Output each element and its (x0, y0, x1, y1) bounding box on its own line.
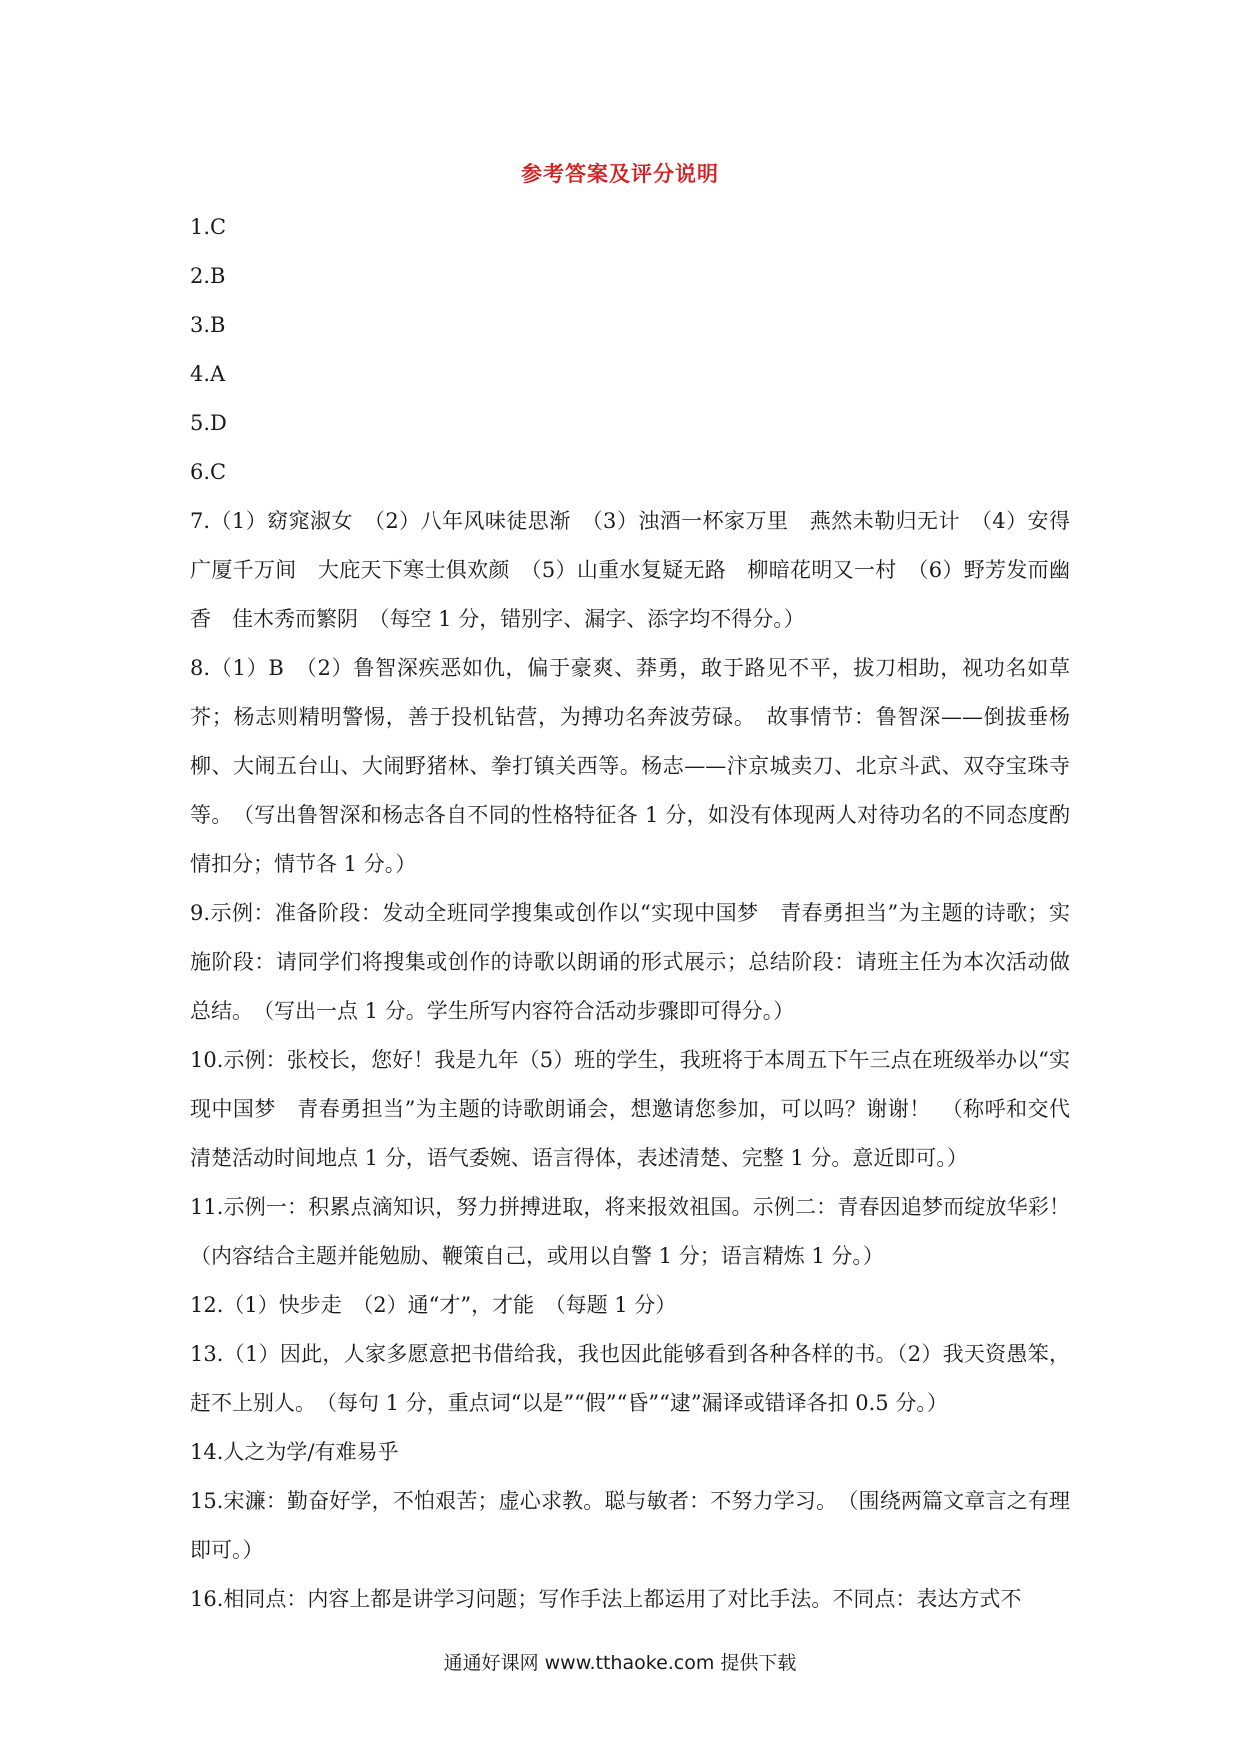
answer-item: 8.（1）B （2）鲁智深疾恶如仇，偏于豪爽、莽勇，敢于路见不平，拔刀相助，视功名如草芥；杨志则精明警惕，善于投机钻营，为搏功名奔波劳碌。 故事情节：鲁智深——倒拔垂杨柳、大闹五台山、大闹野猪林、拳打镇关西等。杨志——汴京城卖刀、北京斗武、双夺宝珠寺等。 （写出鲁智深和杨志各自不同的性格特征各 1 分，如没有体现两人对待功名的不同态度酌情扣分；情节各 1 分。） (190, 656, 1070, 876)
answer-item: 16.相同点：内容上都是讲学习问题；写作手法上都运用了对比手法。不同点：表达方式不 (190, 1587, 1022, 1611)
answer-item: 2.B (190, 264, 226, 288)
answer-item: 10.示例：张校长，您好！我是九年（5）班的学生，我班将于本周五下午三点在班级举办以“实现中国梦 青春勇担当”为主题的诗歌朗诵会，想邀请您参加，可以吗？谢谢！ （称呼和交代清楚活动时间地点 1 分，语气委婉、语言得体，表述清楚、完整 1 分。意近即可。） (190, 1048, 1070, 1170)
answer-item: 6.C (190, 460, 227, 484)
answer-item: 14.人之为学/有难易乎 (190, 1440, 399, 1464)
answer-item: 7.（1）窈窕淑女 （2）八年风味徒思渐 （3）浊酒一杯家万里 燕然未勒归无计 （4）安得广厦千万间 大庇天下寒士俱欢颜 （5）山重水复疑无路 柳暗花明又一村 （6）野芳发而幽香 佳木秀而繁阴 （每空 1 分，错别字、漏字、添字均不得分。） (190, 509, 1070, 631)
answer-item: 1.C (190, 215, 227, 239)
answer-item: 9.示例：准备阶段：发动全班同学搜集或创作以“实现中国梦 青春勇担当”为主题的诗歌；实施阶段：请同学们将搜集或创作的诗歌以朗诵的形式展示；总结阶段：请班主任为本次活动做总结。 （写出一点 1 分。学生所写内容符合活动步骤即可得分。） (190, 901, 1070, 1023)
answer-item: 12.（1）快步走 （2）通“才”，才能 （每题 1 分） (190, 1293, 677, 1317)
answer-item: 5.D (190, 411, 227, 435)
answer-list (190, 203, 1091, 1624)
answer-item: 4.A (190, 362, 226, 386)
page-title: 参考答案及评分说明 (521, 162, 719, 186)
answer-item: 11.示例一：积累点滴知识，努力拼搏进取，将来报效祖国。示例二：青春因追梦而绽放华彩！ （内容结合主题并能勉励、鞭策自己，或用以自警 1 分；语言精炼 1 分。） (190, 1195, 1091, 1268)
answer-item: 15.宋濂：勤奋好学，不怕艰苦；虚心求教。聪与敏者：不努力学习。 （围绕两篇文章言之有理即可。） (190, 1489, 1070, 1562)
answer-item: 13.（1）因此，人家多愿意把书借给我，我也因此能够看到各种各样的书。（2）我天资愚笨，赶不上别人。 （每句 1 分，重点词“以是”“假”“昏”“逮”漏译或错译各扣 0.5 分。） (190, 1342, 1070, 1415)
answer-item: 3.B (190, 313, 226, 337)
page-footer: 通通好课网 www.tthaoke.com 提供下载 (443, 1652, 797, 1674)
